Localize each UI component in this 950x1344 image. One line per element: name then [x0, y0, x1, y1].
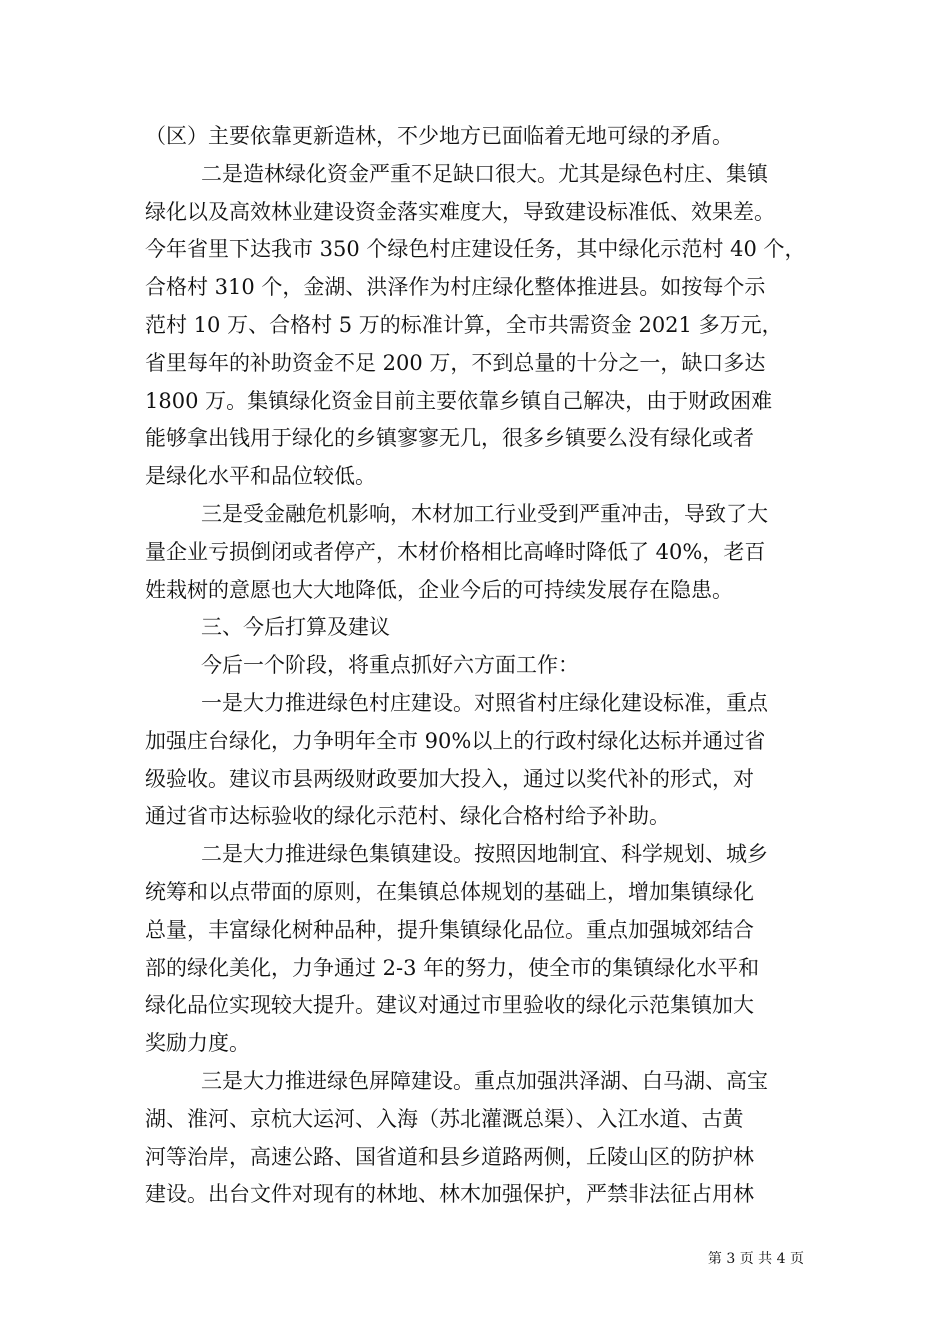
text-line: 奖励力度。: [145, 1031, 250, 1056]
text-line: 总量，丰富绿化树种品种，提升集镇绿化品位。重点加强城郊结合: [145, 917, 754, 942]
paragraph-start-line: 二是大力推进绿色集镇建设。按照因地制宜、科学规划、城乡: [201, 842, 768, 867]
text-line: 绿化品位实现较大提升。建议对通过市里验收的绿化示范集镇加大: [145, 993, 754, 1018]
paragraph-start-line: 一是大力推进绿色村庄建设。对照省村庄绿化建设标准，重点: [201, 690, 768, 715]
section-heading: 三、今后打算及建议: [201, 615, 390, 640]
text-line: 湖、淮河、京杭大运河、入海（苏北灌溉总渠）、入江水道、古黄: [145, 1106, 744, 1131]
document-body: [145, 118, 810, 1214]
text-line: 今年省里下达我市 350 个绿色村庄建设任务，其中绿化示范村 40 个，: [145, 237, 806, 262]
text-line: 部的绿化美化，力争通过 2-3 年的努力，使全市的集镇绿化水平和: [145, 955, 760, 980]
text-line: 加强庄台绿化，力争明年全市 90%以上的行政村绿化达标并通过省: [145, 728, 766, 753]
paragraph-start-line: 三是受金融危机影响，木材加工行业受到严重冲击，导致了大: [201, 501, 768, 526]
text-line: 量企业亏损倒闭或者停产，木材价格相比高峰时降低了 40%，老百: [145, 539, 766, 564]
page-number: 第 3 页 共 4 页: [707, 1251, 804, 1267]
text-line: 是绿化水平和品位较低。: [145, 464, 376, 489]
text-line: 建设。出台文件对现有的林地、林木加强保护，严禁非法征占用林: [145, 1182, 754, 1207]
text-line: 能够拿出钱用于绿化的乡镇寥寥无几，很多乡镇要么没有绿化或者: [145, 426, 754, 451]
text-line: 省里每年的补助资金不足 200 万，不到总量的十分之一，缺口多达: [145, 350, 766, 375]
text-line: 河等治岸，高速公路、国省道和县乡道路两侧，丘陵山区的防护林: [145, 1144, 754, 1169]
paragraph-start-line: 今后一个阶段，将重点抓好六方面工作：: [201, 653, 579, 678]
text-line: 姓栽树的意愿也大大地降低，企业今后的可持续发展存在隐患。: [145, 577, 733, 602]
paragraph-start-line: 二是造林绿化资金严重不足缺口很大。尤其是绿色村庄、集镇: [201, 161, 768, 186]
text-line: 合格村 310 个，金湖、洪泽作为村庄绿化整体推进县。如按每个示: [145, 275, 766, 300]
text-line: 通过省市达标验收的绿化示范村、绿化合格村给予补助。: [145, 804, 670, 829]
text-line: 绿化以及高效林业建设资金落实难度大，导致建设标准低、效果差。: [145, 199, 775, 224]
paragraph-start-line: 三是大力推进绿色屏障建设。重点加强洪泽湖、白马湖、高宝: [201, 1068, 768, 1093]
text-line: 范村 10 万、合格村 5 万的标准计算，全市共需资金 2021 多万元，: [145, 312, 783, 337]
text-line: 统筹和以点带面的原则，在集镇总体规划的基础上，增加集镇绿化: [145, 879, 754, 904]
text-line: （区）主要依靠更新造林，不少地方已面临着无地可绿的矛盾。: [145, 124, 733, 148]
text-line: 级验收。建议市县两级财政要加大投入，通过以奖代补的形式，对: [145, 766, 754, 791]
text-line: 1800 万。集镇绿化资金目前主要依靠乡镇自己解决，由于财政困难: [145, 388, 773, 413]
